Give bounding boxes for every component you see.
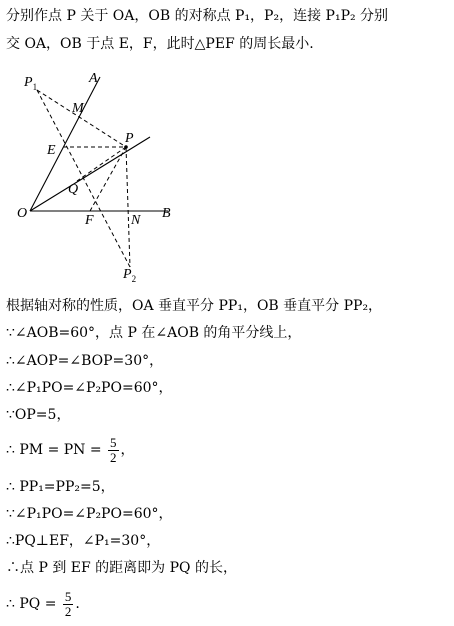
- fraction-tail: .: [75, 596, 80, 612]
- label-n: N: [131, 213, 141, 228]
- solution-line-7: ∴ PP₁=PP₂=5，: [6, 479, 115, 495]
- solution-line-8: ∵∠P₁PO=∠P₂PO=60°，: [6, 506, 173, 522]
- pm-pn-text: ∴ PM = PN =: [6, 442, 102, 458]
- solution-line-4: ∴∠P₁PO=∠P₂PO=60°，: [6, 380, 173, 396]
- label-q: Q: [68, 182, 79, 197]
- fraction-numerator: 5: [110, 434, 117, 450]
- label-a: A: [89, 71, 98, 86]
- label-b: B: [162, 206, 171, 221]
- fraction-five-halves: [108, 436, 119, 465]
- geometry-figure: [0, 66, 454, 286]
- segment-p-q: [77, 147, 126, 181]
- pq-text: ∴ PQ =: [6, 596, 57, 612]
- label-p: P: [125, 131, 134, 146]
- label-o: O: [17, 206, 28, 221]
- segment-p1-p: [37, 90, 126, 147]
- segment-p-p2: [126, 147, 130, 267]
- solution-line-5: ∵OP=5，: [6, 407, 71, 423]
- fraction-tail: ，: [120, 442, 135, 458]
- solution-line-1: 根据轴对称的性质，OA 垂直平分 PP₁，OB 垂直平分 PP₂，: [6, 298, 383, 314]
- label-p1: $P_1$: [24, 75, 38, 92]
- label-p2: $P_2$: [123, 267, 137, 284]
- label-e: E: [47, 143, 56, 158]
- solution-line-9: ∴PQ⊥EF，∠P₁=30°，: [6, 533, 161, 549]
- solution-line-3: ∴∠AOP=∠BOP=30°，: [6, 353, 164, 369]
- solution-line-6: [6, 432, 135, 468]
- segment-f-p: [90, 147, 126, 211]
- fraction-denominator: 2: [110, 449, 117, 465]
- fraction-numerator: 5: [64, 588, 72, 604]
- segment-p1-p2: [37, 90, 130, 267]
- label-m: M: [72, 101, 84, 116]
- fraction-denominator: 2: [64, 603, 72, 619]
- intro-line-1: 分别作点 P 关于 OA，OB 的对称点 P₁，P₂，连接 P₁P₂ 分别: [6, 8, 389, 24]
- solution-line-10: ∴点 P 到 EF 的距离即为 PQ 的长，: [6, 560, 237, 576]
- solution-line-11: [6, 586, 80, 622]
- label-f: F: [85, 213, 94, 228]
- solution-line-2: ∵∠AOB=60°，点 P 在∠AOB 的角平分线上，: [6, 325, 302, 341]
- fraction-five-halves-pq: [63, 590, 74, 619]
- intro-line-2: 交 OA，OB 于点 E，F，此时△PEF 的周长最小.: [6, 36, 314, 52]
